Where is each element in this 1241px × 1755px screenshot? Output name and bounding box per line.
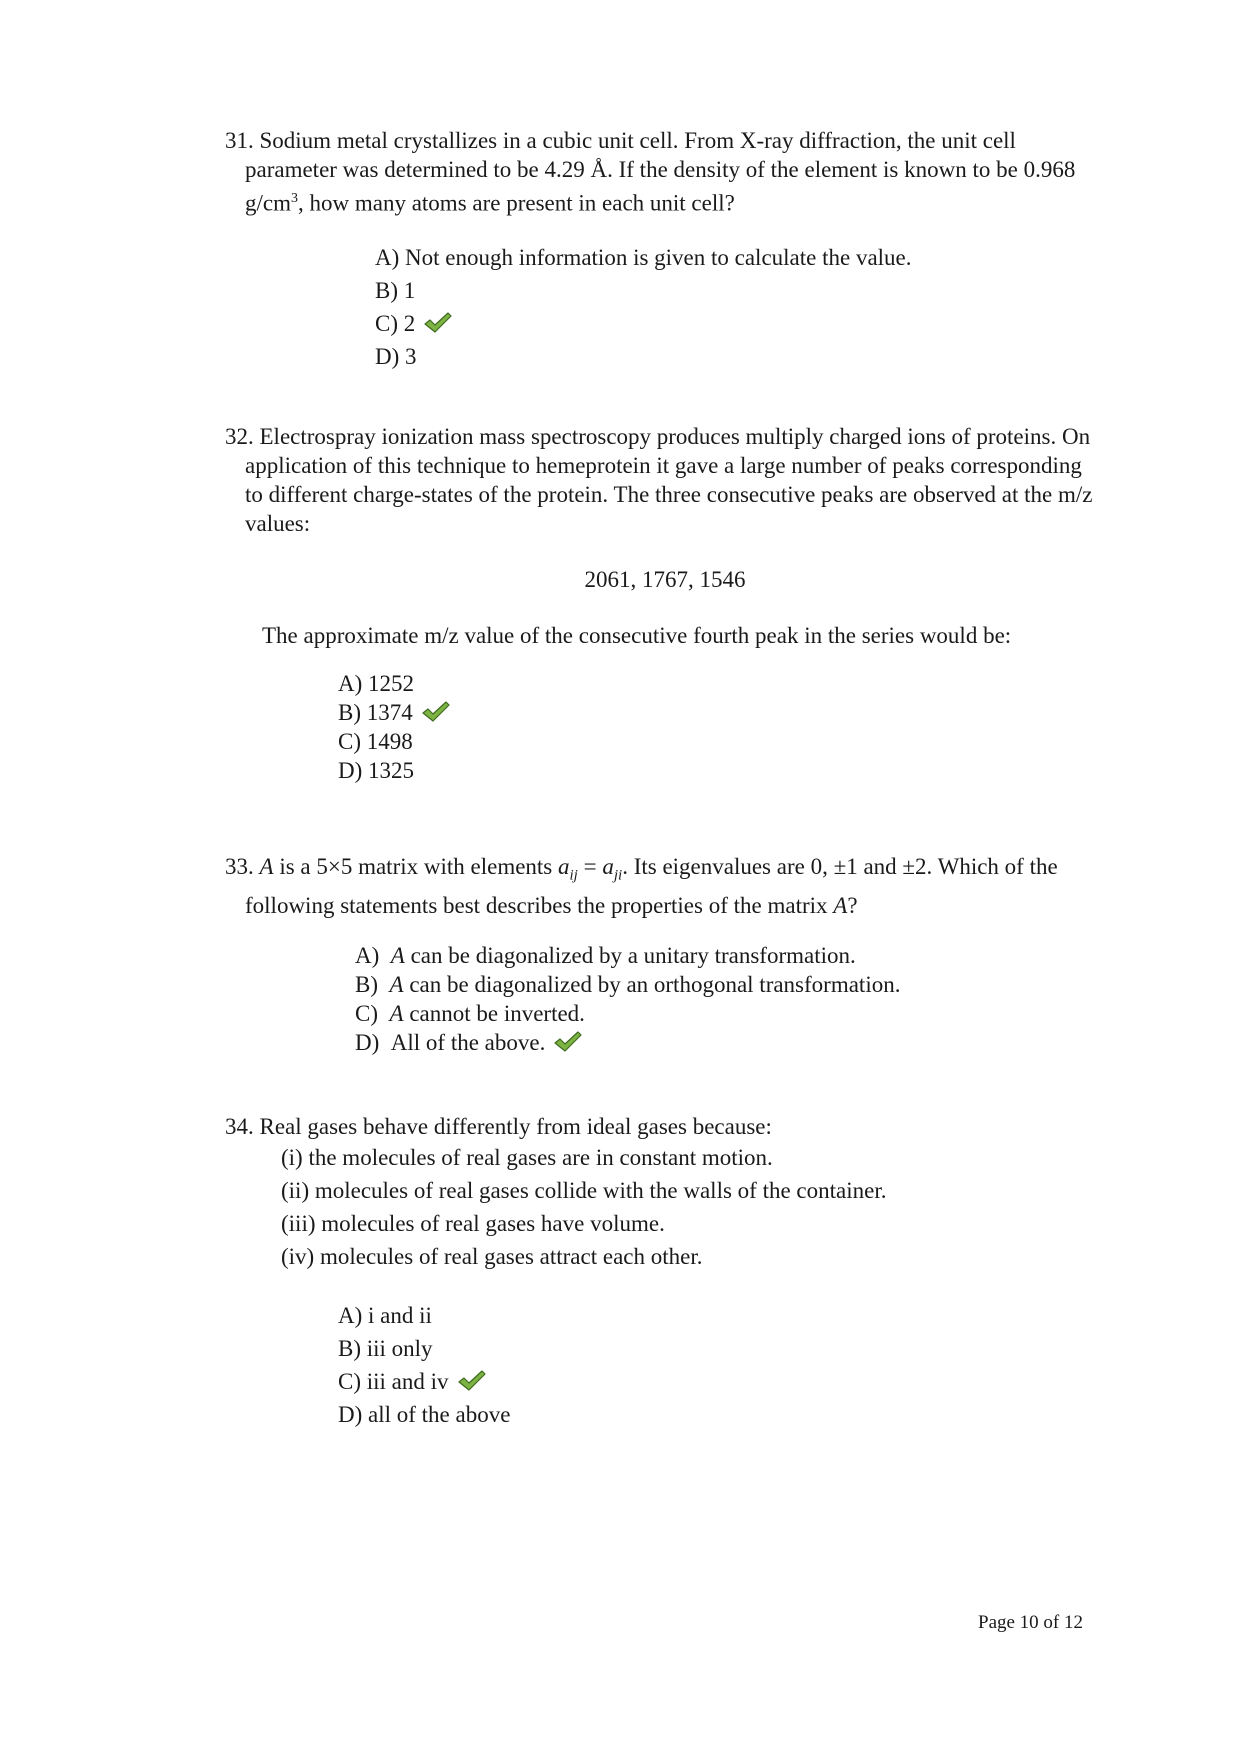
- option-c: C) A cannot be inverted.: [355, 1000, 585, 1026]
- question-34-stem: 34. Real gases behave differently from ideal gases because:: [225, 1114, 772, 1139]
- statement-iii: (iii) molecules of real gases have volume.: [281, 1211, 665, 1236]
- question-34: [225, 1112, 1105, 1431]
- option-d: D) All of the above.: [355, 1028, 1105, 1057]
- question-33-stem: 33. A is a 5×5 matrix with elements $a_{ij} = a_{ji}$. Its eigenvalues are 0, ±1 and ±2. Which of the following statements best describes the properties of the matrix A?: [225, 854, 1058, 918]
- question-32-prompt: The approximate m/z value of the consecutive fourth peak in the series would be:: [262, 623, 1012, 648]
- page-number: Page 10 of 12: [978, 1612, 1084, 1633]
- option-b: B) A can be diagonalized by an orthogonal transformation.: [355, 971, 901, 997]
- option-c: C) 2: [375, 307, 1105, 340]
- option-b: B) 1374: [338, 698, 1105, 727]
- checkmark-icon: [421, 701, 451, 723]
- question-32-options: [338, 669, 1105, 785]
- question-31-stem: 31. Sodium metal crystallizes in a cubic unit cell. From X-ray diffraction, the unit cell parameter was determined to be 4.29 Å. If the density of the element is known to be 0.968 $g/cm^3$, how many atoms are present in each unit cell?: [225, 128, 1076, 216]
- option-b: B) iii only: [338, 1336, 433, 1361]
- option-a: A) i and ii: [338, 1303, 432, 1328]
- option-c: C) 1498: [338, 729, 413, 754]
- statement-iv: (iv) molecules of real gases attract each other.: [281, 1244, 703, 1269]
- question-33-options: [355, 941, 1105, 1057]
- statement-i: (i) the molecules of real gases are in constant motion.: [281, 1145, 773, 1170]
- checkmark-icon: [553, 1031, 583, 1053]
- checkmark-icon: [423, 312, 453, 334]
- option-a: A) Not enough information is given to calculate the value.: [375, 244, 912, 270]
- option-a: A) A can be diagonalized by a unitary transformation.: [355, 942, 856, 968]
- question-33: [225, 852, 1105, 1057]
- mz-values: 2061, 1767, 1546: [584, 567, 746, 592]
- checkmark-icon: [457, 1370, 487, 1392]
- question-31: [225, 126, 1105, 373]
- option-d: D) 3: [375, 343, 417, 369]
- question-34-statements: [281, 1141, 1105, 1273]
- statement-ii: (ii) molecules of real gases collide with the walls of the container.: [281, 1178, 887, 1203]
- question-32-stem: 32. Electrospray ionization mass spectroscopy produces multiply charged ions of proteins. On application of this technique to hemeprotein it gave a large number of peaks corresponding to different charge-states of the protein. The three consecutive peaks are observed at the m/z values:: [225, 424, 1093, 536]
- option-d: D) all of the above: [338, 1402, 511, 1427]
- option-c: C) iii and iv: [338, 1365, 1105, 1398]
- question-32: [225, 422, 1105, 785]
- option-d: D) 1325: [338, 758, 415, 783]
- option-a: A) 1252: [338, 671, 415, 696]
- option-b: B) 1: [375, 277, 416, 303]
- question-34-options: [338, 1299, 1105, 1431]
- question-31-options: [375, 241, 1105, 373]
